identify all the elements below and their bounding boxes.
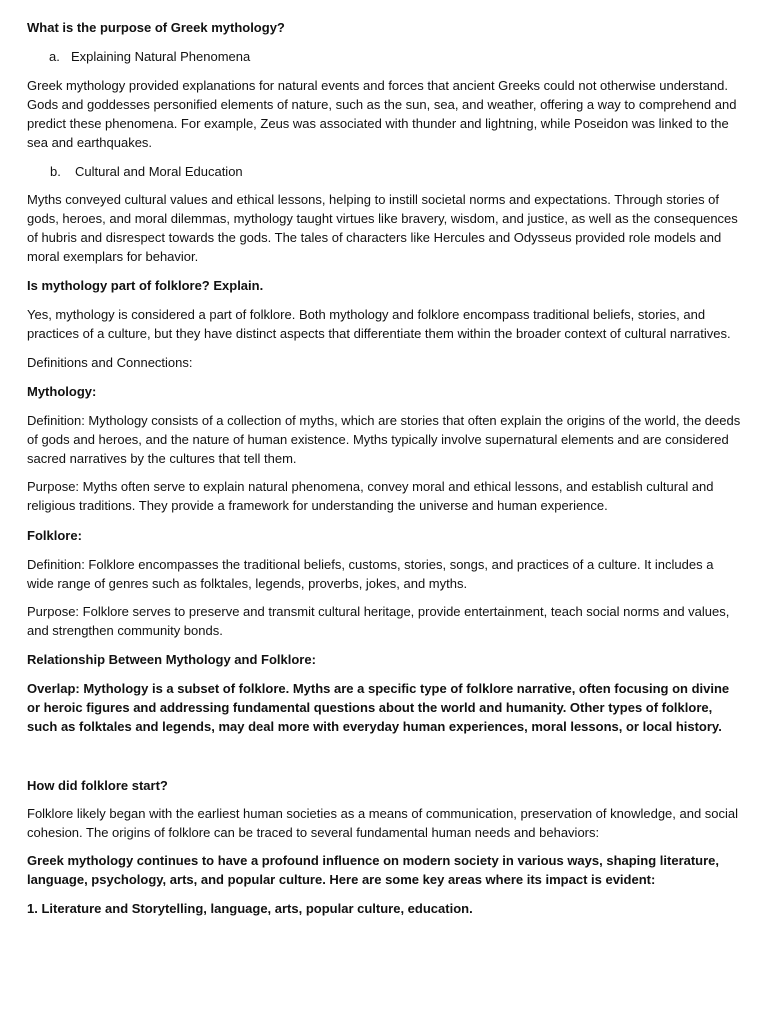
paragraph-influence: Greek mythology continues to have a profound influence on modern society in various ways, shaping literature, language, psychology, arts, and popular culture. Here are some key areas where its impact is evident: — [27, 853, 720, 887]
paragraph-natural-phenomena: Greek mythology provided explanations for natural events and forces that ancient Greeks could not otherwise understand. Gods and goddesses personified elements of nature, such as the sun, sea, and weather, offering a way to comprehend and predict these phenomena. For example, Zeus was associated with thunder and lightning, while Poseidon was linked to the sea and earthquakes. — [27, 78, 737, 150]
heading-relationship: Relationship Between Mythology and Folklore: — [27, 652, 316, 667]
heading-mythology: Mythology: — [27, 384, 97, 399]
heading-purpose: What is the purpose of Greek mythology? — [27, 20, 285, 35]
list-item-a — [49, 47, 250, 66]
list-literature: 1. Literature and Storytelling, language, arts, popular culture, education. — [27, 901, 473, 916]
folklore-definition: Definition: Folklore encompasses the traditional beliefs, customs, stories, songs, and practices of a culture. It includes a wide range of genres such as folktales, legends, proverbs, jokes, and myths. — [27, 557, 714, 591]
definitions-intro: Definitions and Connections: — [27, 355, 193, 370]
mythology-purpose: Purpose: Myths often serve to explain natural phenomena, convey moral and ethical lessons, and establish cultural and religious traditions. They provide a framework for understanding the universe and human experience. — [27, 479, 714, 513]
overlap-paragraph: Overlap: Mythology is a subset of folklore. Myths are a specific type of folklore narrative, often focusing on divine or heroic figures and addressing fundamental questions about the world and humanity. Other types of folklore, such as folktales and legends, may deal more with everyday human experiences, moral lessons, or local history. — [27, 681, 730, 734]
list-label-b: Cultural and Moral Education — [75, 164, 243, 179]
heading-folklore: Folklore: — [27, 528, 82, 543]
list-item-b — [50, 162, 243, 181]
list-marker-a: a. — [49, 49, 60, 64]
paragraph-mythology-folklore: Yes, mythology is considered a part of folklore. Both mythology and folklore encompass traditional beliefs, stories, and practices of a culture, but they have distinct aspects that differentiate them within the broader context of cultural narratives. — [27, 307, 731, 341]
folklore-purpose: Purpose: Folklore serves to preserve and transmit cultural heritage, provide entertainment, teach social norms and values, and strengthen community bonds. — [27, 604, 730, 638]
paragraph-folklore-start: Folklore likely began with the earliest human societies as a means of communication, preservation of knowledge, and social cohesion. The origins of folklore can be traced to several fundamental human needs and behaviors: — [27, 806, 739, 840]
list-label-a: Explaining Natural Phenomena — [71, 49, 251, 64]
list-marker-b: b. — [50, 164, 61, 179]
paragraph-moral-education: Myths conveyed cultural values and ethical lessons, helping to instill societal norms and expectations. Through stories of gods, heroes, and moral dilemmas, mythology taught virtues like bravery, wisdom, and justice, as well as the consequences of hubris and disrespect towards the gods. The tales of characters like Hercules and Odysseus provided role models and moral exemplars for behavior. — [27, 192, 738, 264]
heading-folklore-start: How did folklore start? — [27, 778, 168, 793]
heading-folklore-question: Is mythology part of folklore? Explain. — [27, 278, 264, 293]
mythology-definition: Definition: Mythology consists of a collection of myths, which are stories that often explain the origins of the world, the deeds of gods and heroes, and the nature of human existence. Myths typically involve supernatural elements and are considered sacred narratives by the cultures that tell them. — [27, 413, 741, 466]
